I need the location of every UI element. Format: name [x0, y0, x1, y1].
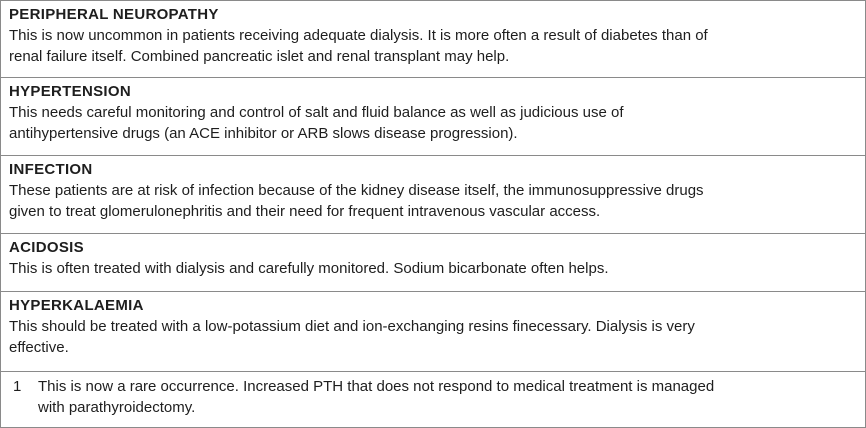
body-line: These patients are at risk of infection because of the kidney disease itself, the immunosuppressive drugs [9, 182, 704, 199]
table-row [1, 78, 865, 156]
row-heading: HYPERKALAEMIA [9, 297, 144, 314]
row-body [9, 180, 855, 222]
footnote-line: with parathyroidectomy. [38, 399, 196, 416]
row-heading: INFECTION [9, 161, 93, 178]
table-row [1, 1, 865, 78]
body-line: This needs careful monitoring and control of salt and fluid balance as well as judicious use of [9, 104, 624, 121]
footnote-text [38, 376, 714, 418]
footnote [9, 376, 855, 418]
table-row [1, 292, 865, 372]
body-line: antihypertensive drugs (an ACE inhibitor or ARB slows disease progression). [9, 125, 518, 142]
footnote-line: This is now a rare occurrence. Increased PTH that does not respond to medical treatment is managed [38, 378, 715, 395]
row-body [9, 258, 855, 279]
body-line: given to treat glomerulonephritis and their need for frequent intravenous vascular access. [9, 203, 601, 220]
footnote-row [1, 372, 865, 427]
table-row [1, 156, 865, 234]
body-line: effective. [9, 339, 69, 356]
row-body [9, 316, 855, 358]
footnote-number: 1 [13, 378, 22, 395]
row-heading: HYPERTENSION [9, 83, 131, 100]
body-line: This is now uncommon in patients receiving adequate dialysis. It is more often a result of diabetes than of [9, 27, 708, 44]
row-body [9, 25, 855, 67]
row-heading: ACIDOSIS [9, 239, 84, 256]
table-row [1, 234, 865, 292]
body-line: This is often treated with dialysis and carefully monitored. Sodium bicarbonate often helps. [9, 260, 609, 277]
body-line: This should be treated with a low-potassium diet and ion-exchanging resins finecessary. Dialysis is very [9, 318, 695, 335]
row-heading: PERIPHERAL NEUROPATHY [9, 6, 219, 23]
body-line: renal failure itself. Combined pancreatic islet and renal transplant may help. [9, 48, 510, 65]
row-body [9, 102, 855, 144]
